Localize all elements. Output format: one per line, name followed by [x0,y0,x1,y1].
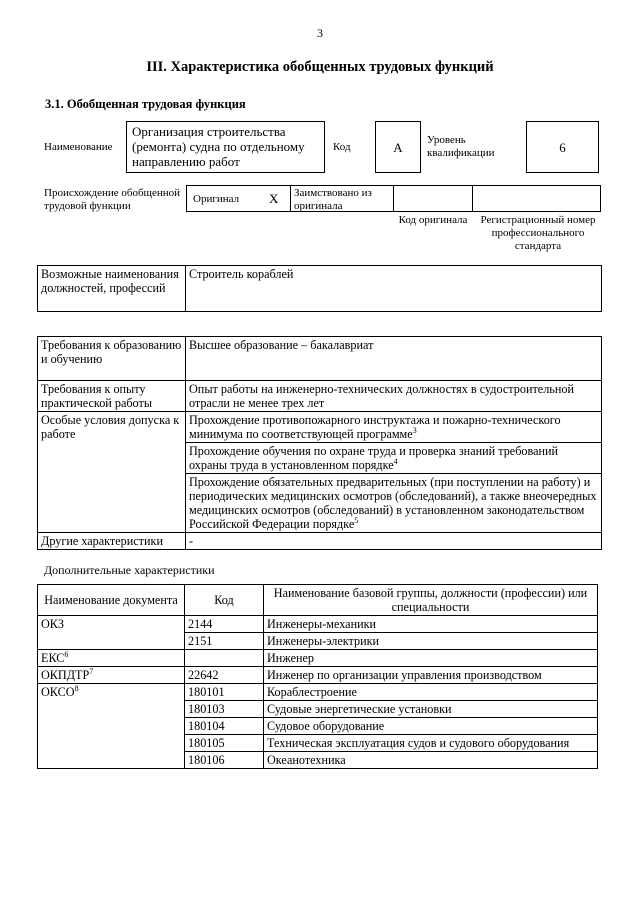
borrowed-label: Заимствовано из оригинала [294,187,372,212]
table-row: 180106 Океанотехника [38,752,598,769]
col-code-header: Код [185,585,264,616]
divider [393,185,394,212]
experience-value: Опыт работы на инженерно-технических должностях в судостроительной отрасли не менее трех лет [186,381,602,412]
code-original-label: Код оригинала [398,214,468,226]
positions-table [37,265,602,312]
col-doc-header: Наименование документа [38,585,185,616]
admission-label: Особые условия допуска к работе [38,412,186,533]
education-label: Требования к образованию и обучению [38,337,186,381]
col-name-header: Наименование базовой группы, должности (профессии) или специальности [264,585,598,616]
origin-row [186,185,601,212]
positions-value: Строитель кораблей [186,266,602,312]
table-row: ОКПДТР$^7$ 22642 Инженер по организации управления производством [38,667,598,684]
code-value: A [375,121,421,173]
positions-label: Возможные наименования должностей, профессий [38,266,186,312]
original-label: Оригинал [193,193,240,205]
subsection-title: 3.1. Обобщенная трудовая функция [45,97,246,111]
admission-item: Прохождение обучения по охране труда и проверка знаний требований охраны труда в установленном порядке$^4$ [186,443,602,474]
original-mark: X [269,191,279,206]
requirements-table [37,336,602,550]
level-value: 6 [526,121,599,173]
page-number: 3 [317,26,323,40]
table-row: ЕКС$^6$ Инженер [38,650,598,667]
name-label: Наименование [44,141,113,153]
admission-item: Прохождение обязательных предварительных (при поступлении на работу) и периодических медицинских осмотров (обследований), а также внеочередных медицинских осмотров (обследований) в установленном законодательством Российской Федерации порядке$^5$ [186,474,602,533]
admission-item: Прохождение противопожарного инструктажа и пожарно-технического минимума по соответствующей программе$^3$ [186,412,602,443]
reg-number-label: Регистрационный номер профессионального стандарта [480,214,596,252]
table-row: 180105 Техническая эксплуатация судов и судового оборудования [38,735,598,752]
divider [472,185,473,212]
code-label: Код [333,141,351,153]
other-value: - [186,533,602,550]
additional-title: Дополнительные характеристики [44,563,215,577]
origin-label: Происхождение обобщенной трудовой функции [44,187,181,212]
table-row: ОКЗ 2144 Инженеры-механики [38,616,598,633]
name-value: Организация строительства (ремонта) судна по отдельному направлению работ [126,121,325,173]
divider [290,185,291,212]
table-row: 180103 Судовые энергетические установки [38,701,598,718]
education-value: Высшее образование – бакалавриат [186,337,602,381]
table-row: ОКСО$^8$ 180101 Кораблестроение [38,684,598,701]
experience-label: Требования к опыту практической работы [38,381,186,412]
table-row: 2151 Инженеры-электрики [38,633,598,650]
other-label: Другие характеристики [38,533,186,550]
additional-table [37,584,598,769]
level-label: Уровень квалификации [427,134,495,159]
section-title: III. Характеристика обобщенных трудовых функций [146,59,494,75]
table-row: 180104 Судовое оборудование [38,718,598,735]
